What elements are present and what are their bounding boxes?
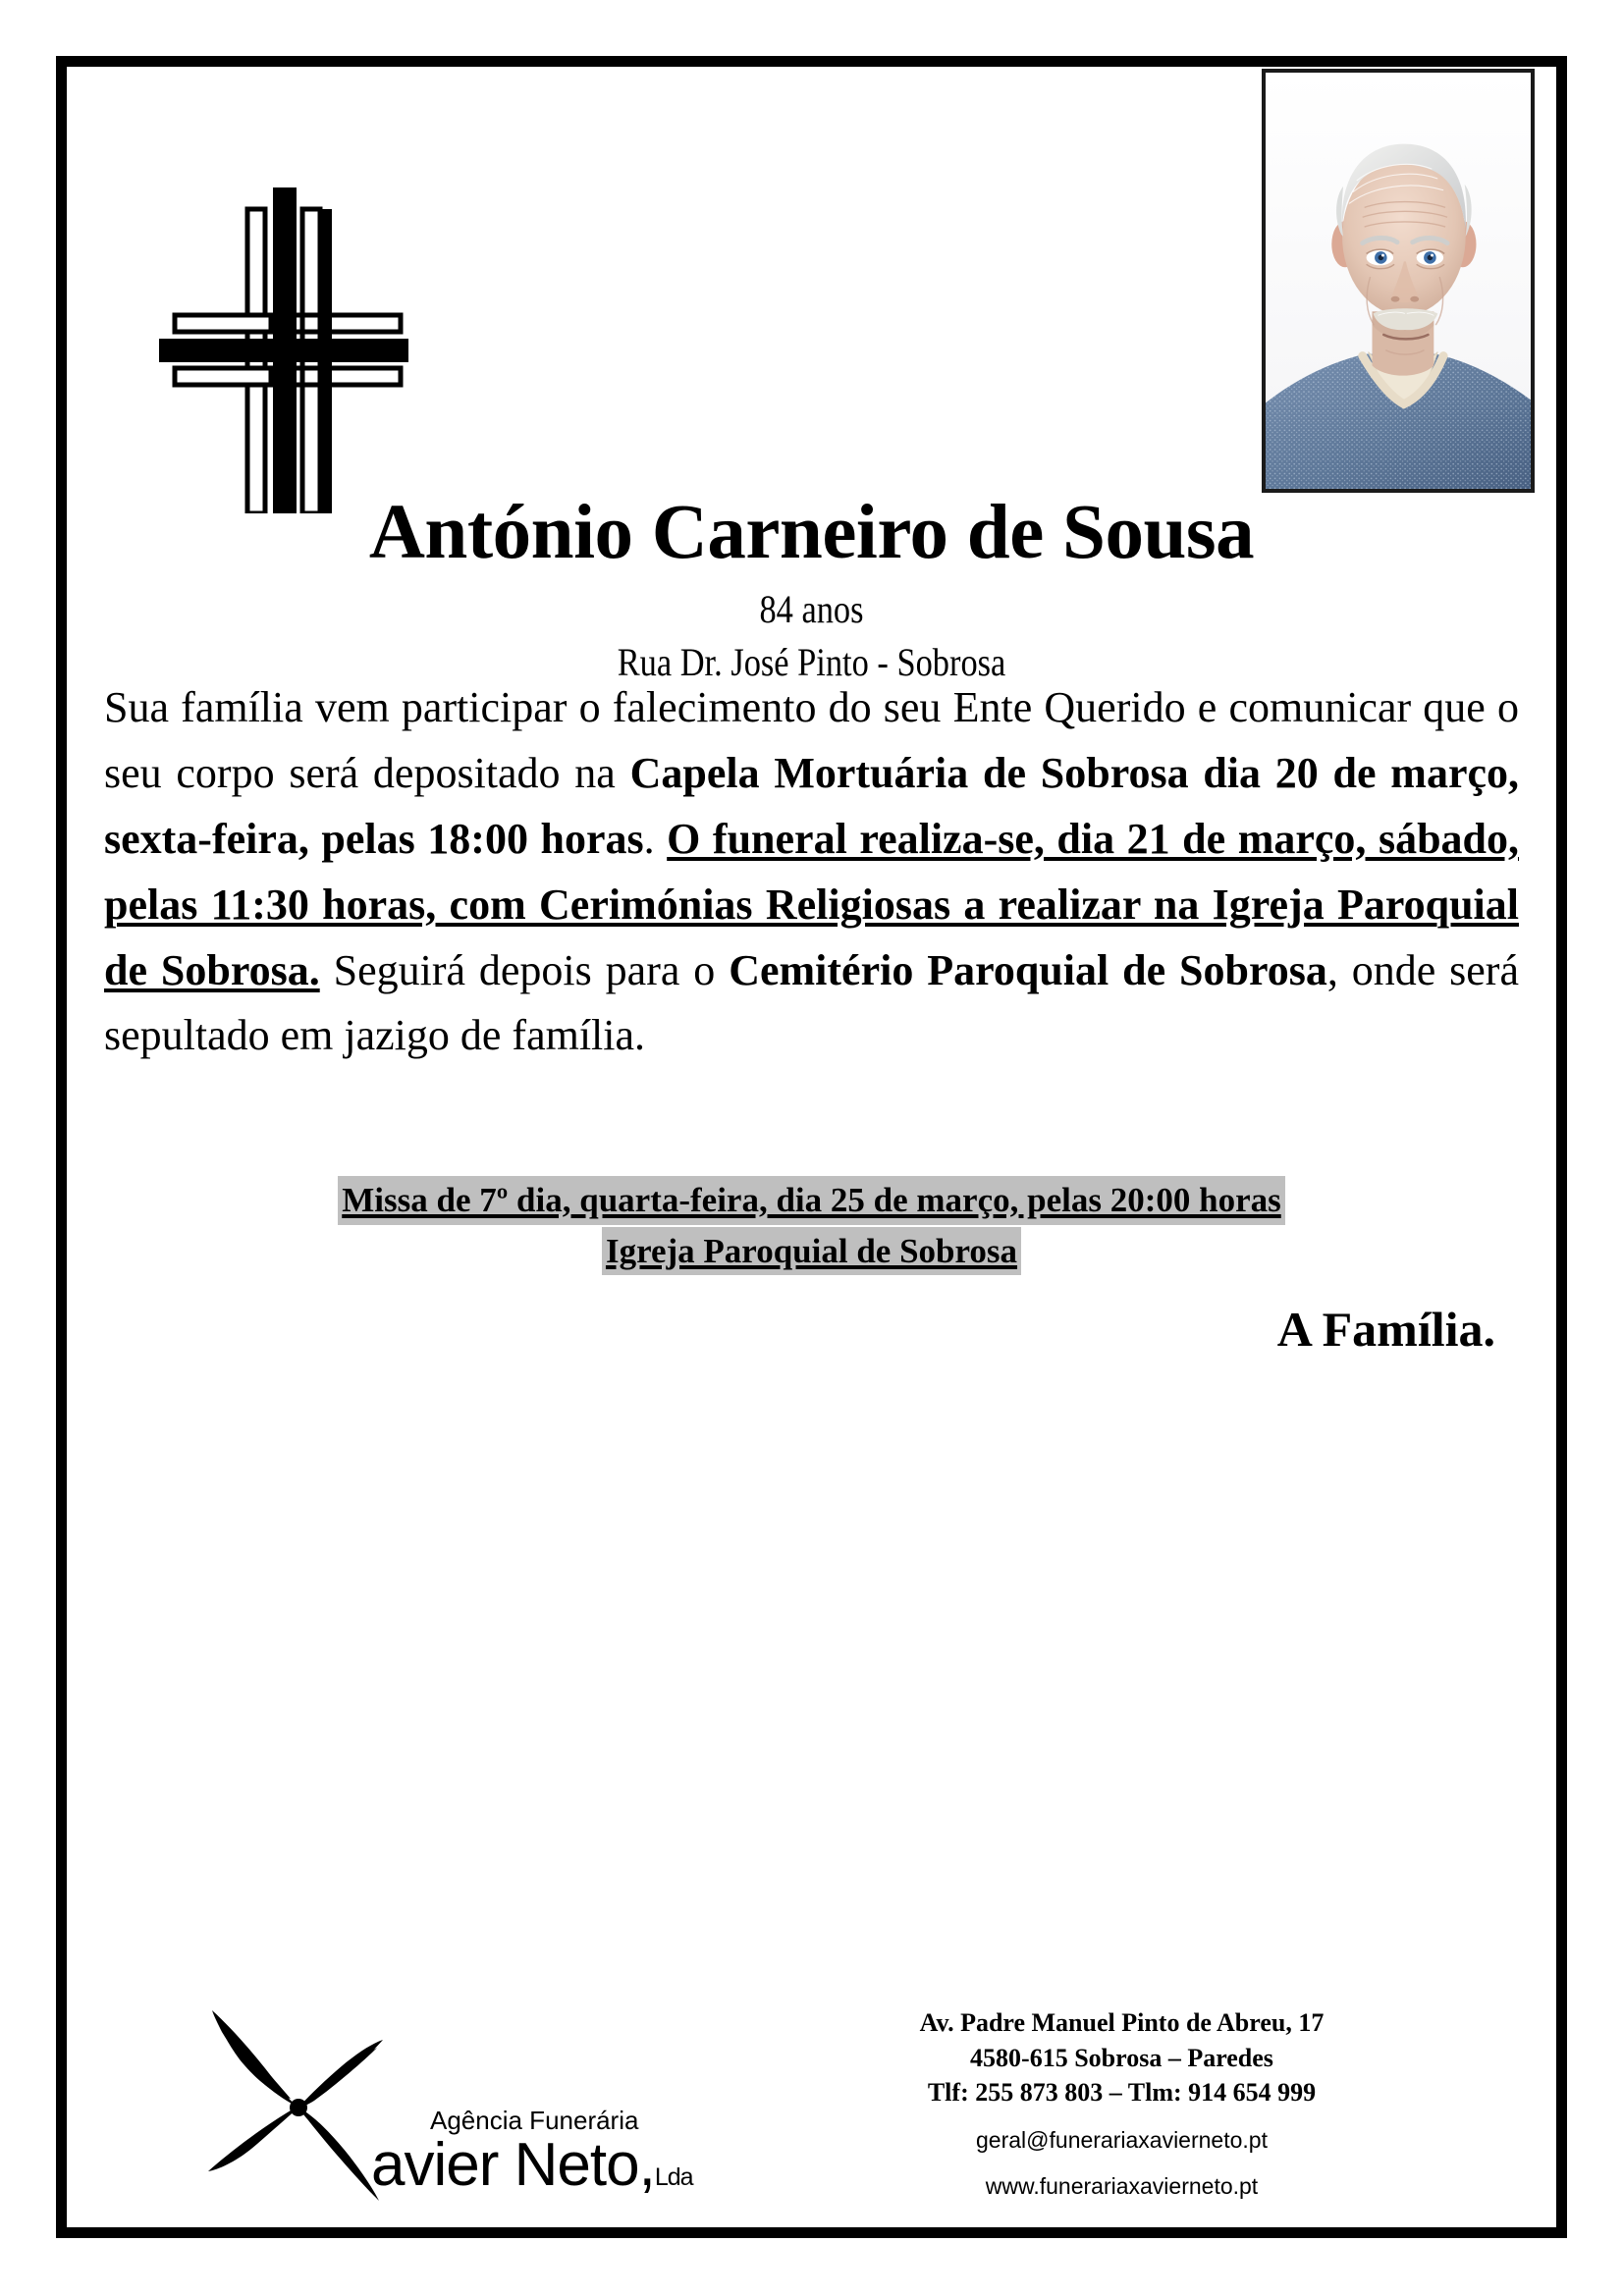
- agency-phones: Tlf: 255 873 803 – Tlm: 914 654 999: [927, 2078, 1317, 2108]
- agency-footer: [67, 1974, 1556, 2219]
- agency-tagline: Agência Funerária: [430, 2106, 639, 2136]
- deceased-address: Rua Dr. José Pinto - Sobrosa: [617, 640, 1006, 684]
- deceased-identity: [67, 490, 1556, 689]
- body-segment-plain-4: Seguirá depois para o: [319, 945, 730, 994]
- agency-contact-block: [744, 2005, 1499, 2202]
- deceased-name: António Carneiro de Sousa: [368, 490, 1255, 575]
- agency-address-line-2: 4580-615 Sobrosa – Paredes: [970, 2043, 1273, 2072]
- seventh-day-mass-notice: [104, 1176, 1519, 1275]
- body-segment-plain-2: .: [643, 814, 668, 863]
- body-segment-plain-6: , onde será sepultado em jazigo de família.: [104, 945, 1519, 1060]
- agency-name: [371, 2131, 693, 2199]
- family-signature: A Família.: [1276, 1302, 1495, 1357]
- agency-email: geral@funerariaxavierneto.pt: [976, 2127, 1268, 2154]
- deceased-portrait-photo: [1262, 69, 1535, 493]
- body-segment-bold-1: Capela Mortuária de Sobrosa dia 20 de março, sexta-feira, pelas 18:00 horas: [104, 748, 1520, 863]
- agency-website: www.funerariaxavierneto.pt: [985, 2173, 1259, 2200]
- announcement-body: [104, 675, 1519, 1069]
- body-segment-bold-5: Cemitério Paroquial de Sobrosa: [729, 945, 1327, 994]
- announcement-card: [56, 56, 1567, 2238]
- agency-address-line-1: Av. Padre Manuel Pinto de Abreu, 17: [919, 2008, 1325, 2038]
- deceased-age: 84 anos: [759, 587, 864, 631]
- latin-cross-icon: [128, 121, 412, 513]
- agency-legal-suffix: Lda: [654, 2163, 693, 2191]
- mass-line-2: Igreja Paroquial de Sobrosa: [602, 1227, 1021, 1276]
- xavier-neto-butterfly-x-logo-icon: [204, 2004, 391, 2206]
- body-segment-bold-underline-3: O funeral realiza-se, dia 21 de março, sábado, pelas 11:30 horas, com Cerimónias Religiosas a realizar na Igreja Paroquial de Sobrosa.: [104, 814, 1520, 994]
- agency-name-text: avier Neto,: [371, 2131, 655, 2199]
- agency-logo-block: [204, 1995, 734, 2206]
- body-segment-plain-0: Sua família vem participar o falecimento do seu Ente Querido e comunicar que o seu corpo será depositado na: [104, 683, 1519, 797]
- mass-line-1: Missa de 7º dia, quarta-feira, dia 25 de março, pelas 20:00 horas: [338, 1176, 1285, 1225]
- agency-wordmark: [371, 2106, 693, 2199]
